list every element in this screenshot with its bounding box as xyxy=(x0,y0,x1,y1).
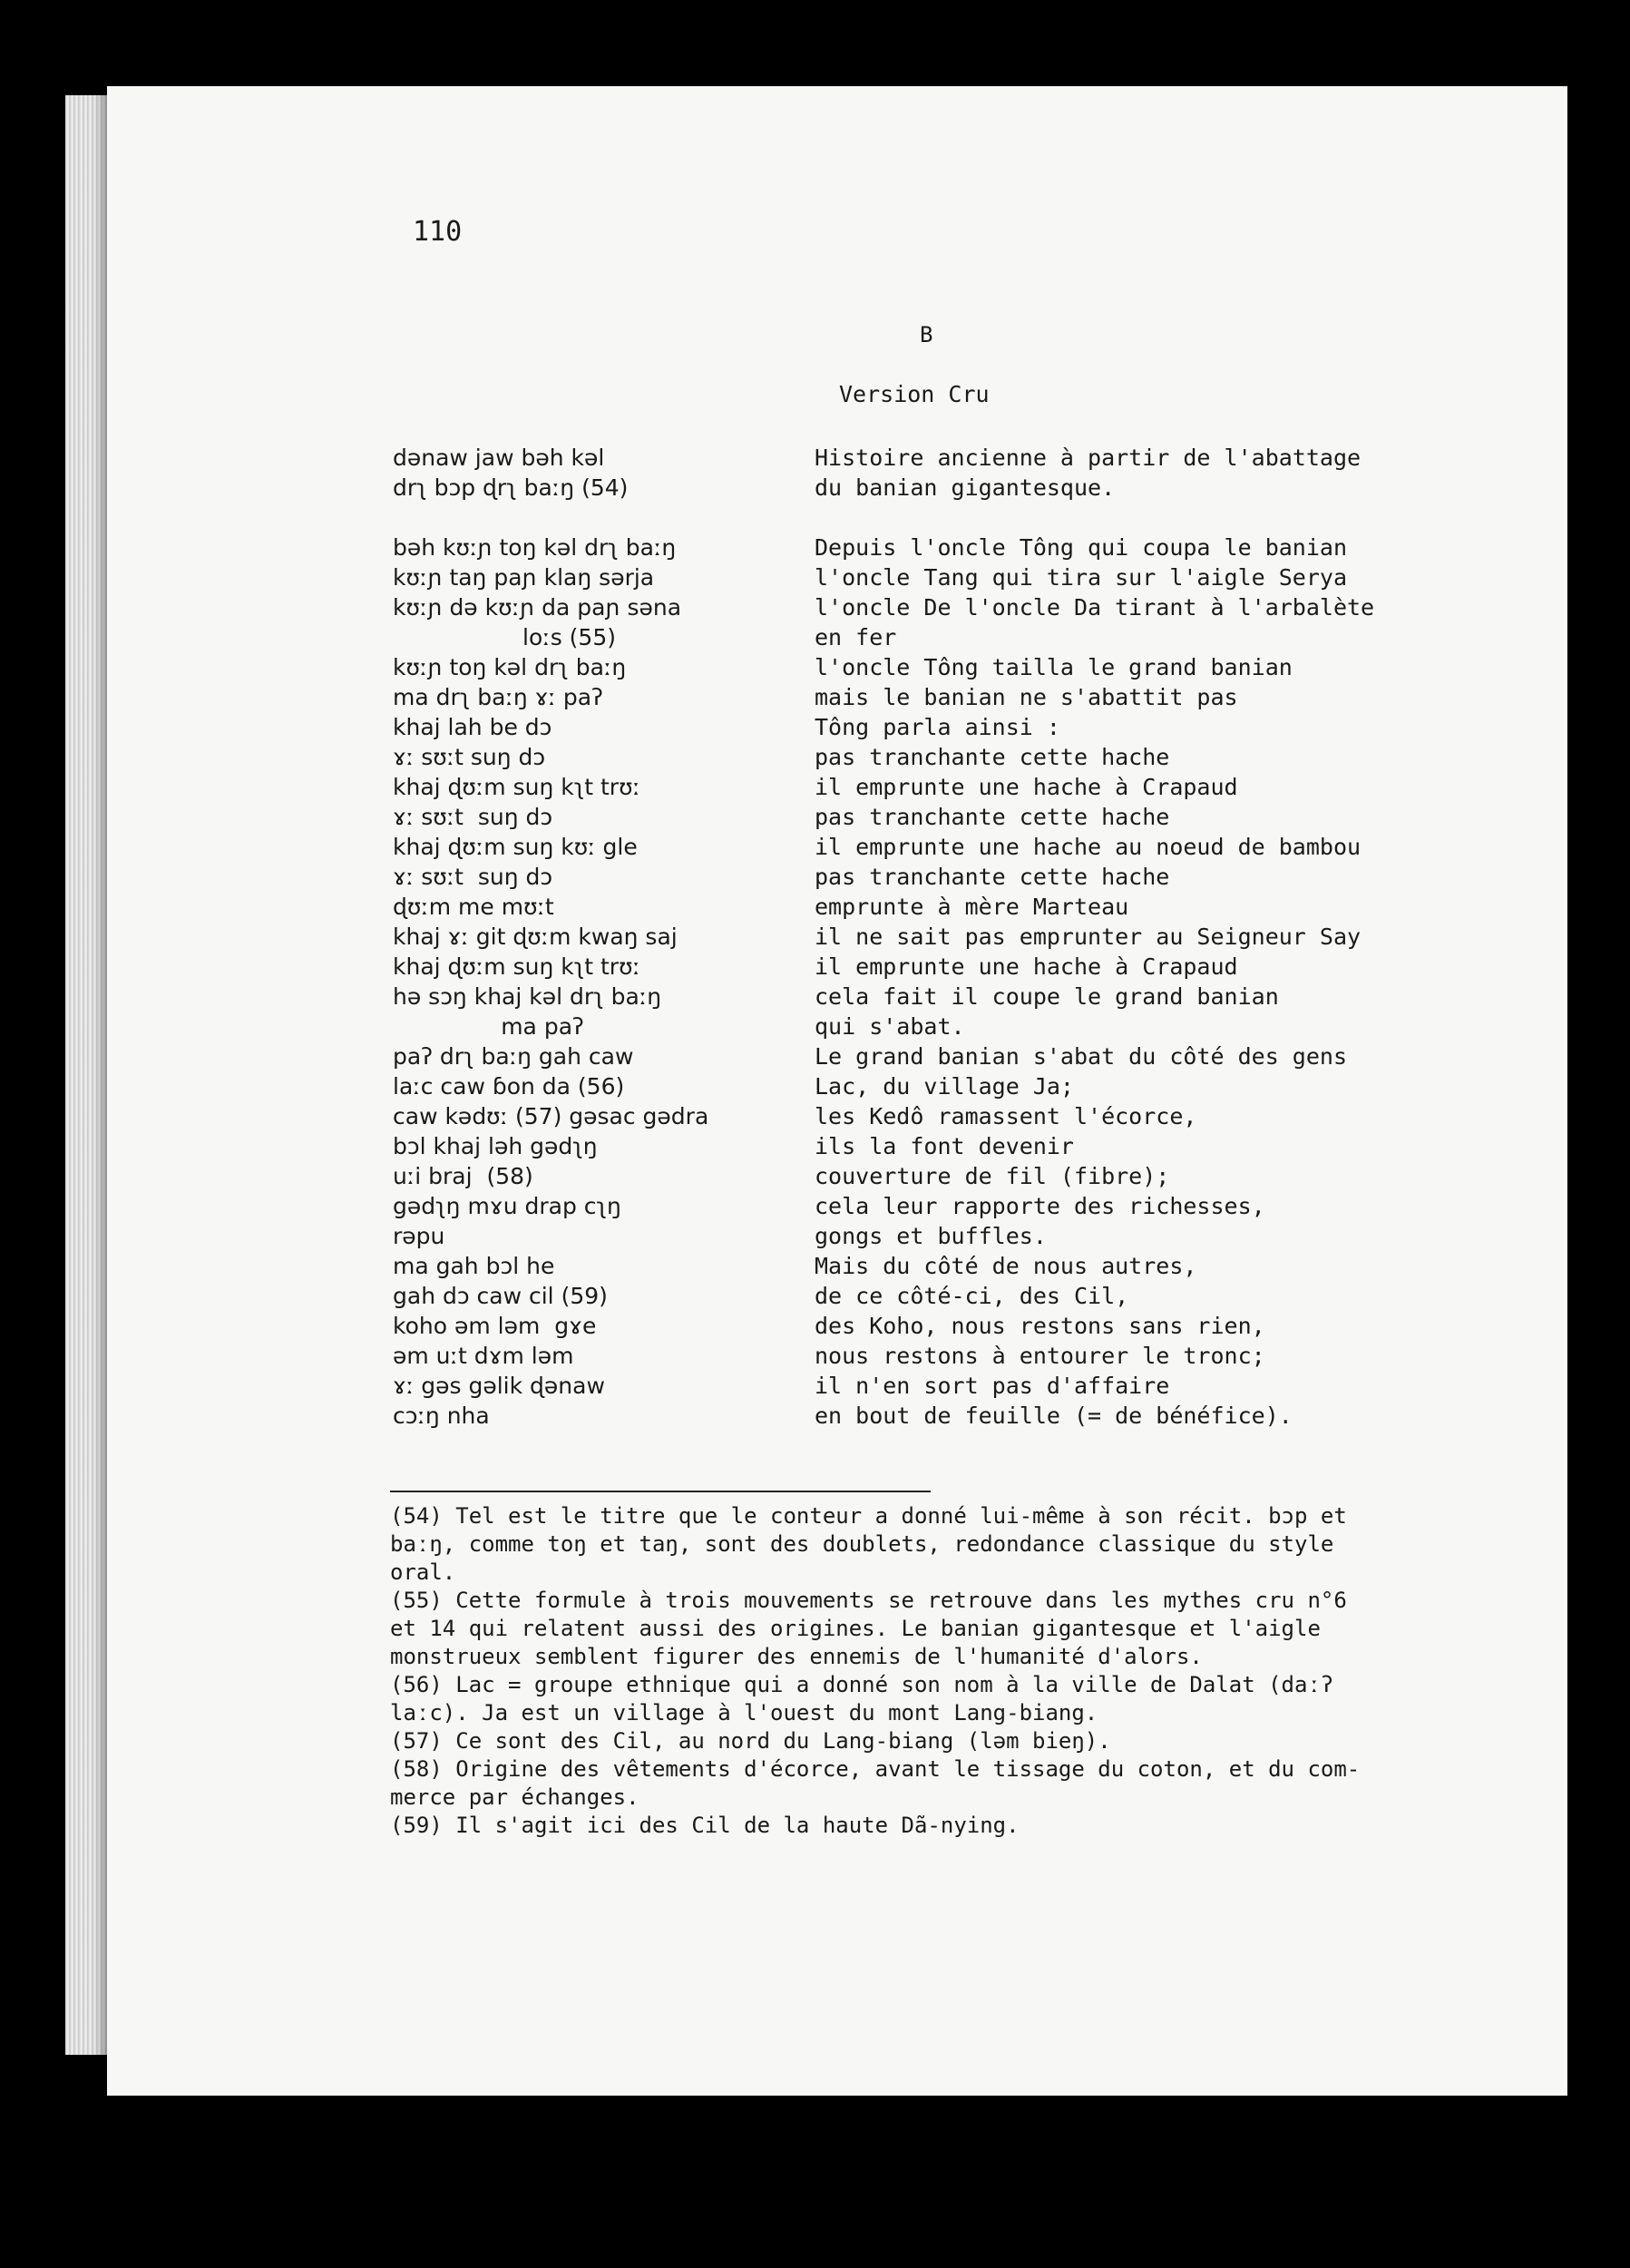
french-line: l'oncle Tang qui tira sur l'aigle Serya xyxy=(815,564,1347,591)
french-line: il ne sait pas emprunter au Seigneur Say xyxy=(815,924,1362,950)
page-number: 110 xyxy=(413,216,463,248)
french-line: des Koho, nous restons sans rien, xyxy=(815,1313,1265,1339)
koho-line: gədʅŋ mɤu drap cʅŋ xyxy=(393,1193,621,1219)
footnote-line: (58) Origine des vêtements d'écorce, avant le tissage du coton, et du com- xyxy=(390,1756,1361,1782)
french-line: pas tranchante cette hache xyxy=(815,804,1170,830)
french-line: en bout de feuille (= de bénéfice). xyxy=(815,1403,1293,1429)
koho-line: ɤː sʊːt suŋ dɔ xyxy=(393,804,553,830)
koho-line: rəpu xyxy=(393,1223,445,1249)
footnote-line: oral. xyxy=(390,1559,456,1585)
koho-line: bəh kʊːɲ toŋ kəl drʅ baːŋ xyxy=(393,534,677,561)
french-line: mais le banian ne s'abattit pas xyxy=(815,684,1238,710)
french-line: ils la font devenir xyxy=(815,1133,1074,1159)
footnote-line: monstrueux semblent figurer des ennemis de l'humanité d'alors. xyxy=(390,1644,1203,1669)
koho-line: kʊːɲ də kʊːɲ da paɲ səna xyxy=(393,594,682,621)
french-line: l'oncle De l'oncle Da tirant à l'arbalète xyxy=(815,594,1375,621)
koho-line: laːc caw ɓon da (56) xyxy=(393,1073,625,1100)
footnotes xyxy=(390,1502,1515,1840)
footnote-line: (56) Lac = groupe ethnique qui a donné son nom à la ville de Dalat (daːʔ xyxy=(390,1672,1334,1697)
french-line: du banian gigantesque. xyxy=(815,474,1116,501)
french-line: Depuis l'oncle Tông qui coupa le banian xyxy=(815,534,1347,561)
koho-line: kʊːɲ taŋ paɲ klaŋ sərja xyxy=(393,564,655,591)
koho-line: ma paʔ xyxy=(393,1013,584,1040)
french-line: il emprunte une hache au noeud de bambou xyxy=(815,834,1362,860)
koho-line: ma drʅ baːŋ ɤː paʔ xyxy=(393,684,603,710)
koho-line: bɔl khaj ləh gədʅŋ xyxy=(393,1133,598,1159)
french-line: cela fait il coupe le grand banian xyxy=(815,983,1279,1010)
french-line: Le grand banian s'abat du côté des gens xyxy=(815,1043,1347,1070)
footnote-line: laːc). Ja est un village à l'ouest du mont Lang-biang. xyxy=(390,1700,1098,1725)
french-line: emprunte à mère Marteau xyxy=(815,894,1129,920)
koho-line: koho əm ləm gɤe xyxy=(393,1313,597,1339)
french-line: Tông parla ainsi : xyxy=(815,714,1060,740)
koho-line: uːi braj (58) xyxy=(393,1163,533,1189)
french-line: l'oncle Tông tailla le grand banian xyxy=(815,654,1293,680)
french-line: de ce côté-ci, des Cil, xyxy=(815,1283,1129,1309)
koho-line: ɖʊːm me mʊːt xyxy=(393,894,554,920)
koho-line: drʅ bɔp ɖrʅ baːŋ (54) xyxy=(393,474,629,501)
koho-line: dənaw jaw bəh kəl xyxy=(393,445,605,471)
koho-line: paʔ drʅ baːŋ gah caw xyxy=(393,1043,634,1070)
koho-line: khaj lah be dɔ xyxy=(393,714,552,740)
footnote-line: (54) Tel est le titre que le conteur a donné lui-même à son récit. bɔp et xyxy=(390,1503,1347,1529)
french-line: qui s'abat. xyxy=(815,1013,965,1040)
french-line: les Kedô ramassent l'écorce, xyxy=(815,1103,1197,1129)
koho-line: khaj ɖʊːm suŋ kʊː gle xyxy=(393,834,638,860)
footnote-line: baːŋ, comme toŋ et taŋ, sont des doublets, redondance classique du style xyxy=(390,1531,1334,1557)
koho-line: cɔːŋ nha xyxy=(393,1403,490,1429)
french-translation-column xyxy=(815,443,1374,1431)
version-title: Version Cru xyxy=(839,381,990,407)
french-line: il emprunte une hache à Crapaud xyxy=(815,774,1238,800)
french-line: pas tranchante cette hache xyxy=(815,744,1170,770)
koho-line: loːs (55) xyxy=(393,624,616,650)
koho-line: caw kədʊː (57) gəsac gədra xyxy=(393,1103,709,1129)
footnote-line: merce par échanges. xyxy=(390,1784,639,1810)
french-line: cela leur rapporte des richesses, xyxy=(815,1193,1265,1219)
footnote-line: et 14 qui relatent aussi des origines. Le banian gigantesque et l'aigle xyxy=(390,1616,1321,1641)
footnote-line: (57) Ce sont des Cil, au nord du Lang-biang (ləm bieŋ). xyxy=(390,1728,1111,1754)
section-letter: B xyxy=(920,322,933,347)
koho-line: ɤː sʊːt suŋ dɔ xyxy=(393,864,553,890)
french-line: il emprunte une hache à Crapaud xyxy=(815,953,1238,980)
french-line: nous restons à entourer le tronc; xyxy=(815,1343,1265,1369)
french-line: gongs et buffles. xyxy=(815,1223,1047,1249)
footnote-line: (59) Il s'agit ici des Cil de la haute Dã-nying. xyxy=(390,1813,1020,1838)
koho-line: khaj ɖʊːm suŋ kʅt trʊː xyxy=(393,953,640,980)
koho-line: khaj ɤː git ɖʊːm kwaŋ saj xyxy=(393,924,678,950)
koho-line: kʊːɲ toŋ kəl drʅ baːŋ xyxy=(393,654,627,680)
footnote-line: (55) Cette formule à trois mouvements se retrouve dans les mythes cru n°6 xyxy=(390,1588,1347,1613)
french-line: Lac, du village Ja; xyxy=(815,1073,1074,1100)
french-line: il n'en sort pas d'affaire xyxy=(815,1373,1170,1399)
koho-line: khaj ɖʊːm suŋ kʅt trʊː xyxy=(393,774,640,800)
koho-line: hə sɔŋ khaj kəl drʅ baːŋ xyxy=(393,983,662,1010)
koho-line: ɤː gəs gəlik ɖənaw xyxy=(393,1373,605,1399)
footnote-separator xyxy=(390,1491,931,1492)
french-line: Mais du côté de nous autres, xyxy=(815,1253,1197,1279)
koho-line: ɤː sʊːt suŋ dɔ xyxy=(393,744,546,770)
koho-text-column xyxy=(393,443,708,1431)
koho-line: ma gah bɔl he xyxy=(393,1253,555,1279)
french-line: couverture de fil (fibre); xyxy=(815,1163,1170,1189)
french-line: pas tranchante cette hache xyxy=(815,864,1170,890)
koho-line: gah dɔ caw cil (59) xyxy=(393,1283,608,1309)
french-line: en fer xyxy=(815,624,897,650)
french-line: Histoire ancienne à partir de l'abattage xyxy=(815,445,1362,471)
koho-line: əm uːt dɤm ləm xyxy=(393,1343,574,1369)
